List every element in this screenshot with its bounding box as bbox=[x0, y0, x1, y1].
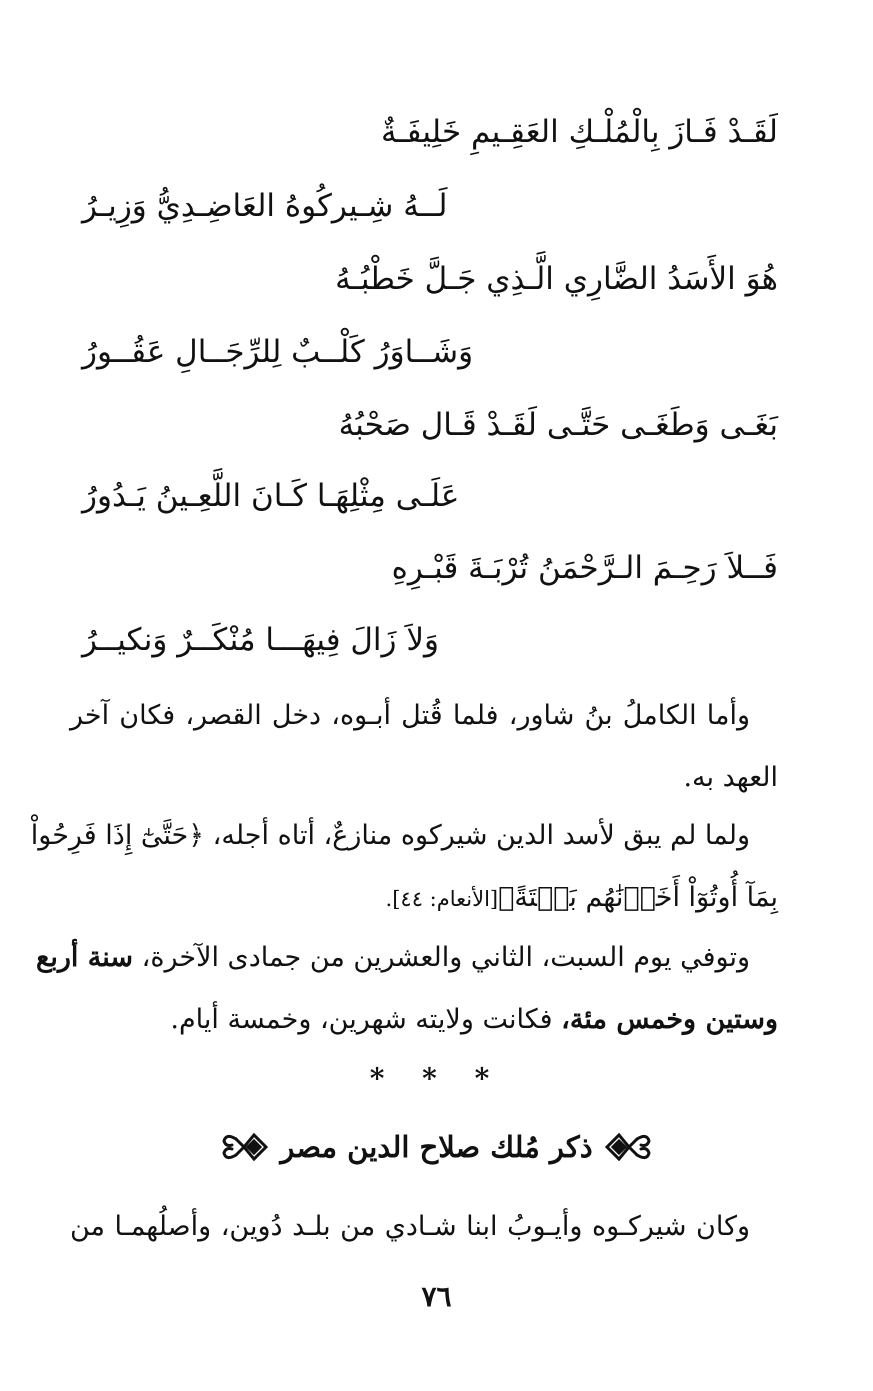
poem-verse-4-second-hemistich: وَلاَ زَالَ فِيهَـــا مُنْكَــرٌ وَنكيــرُ bbox=[82, 622, 440, 658]
paragraph-death-date-line-2 bbox=[70, 989, 778, 1051]
ornament-left-icon bbox=[220, 1126, 270, 1168]
paragraph-shirkuh-line-2 bbox=[70, 867, 778, 930]
section-heading bbox=[0, 1122, 873, 1172]
reign-duration-text: فكانت ولايته شهرين، وخمسة أيام. bbox=[170, 1004, 553, 1035]
paragraph-kamil-line-1: وأما الكاملُ بنُ شاور، فلما قُتل أبـوه، دخل القصر، فكان آخر bbox=[70, 700, 750, 731]
quran-verse-part-2: بِمَآ أُوتُوٓاْ أَخَذۡنَٰهُم بَغۡتَةً﴾ bbox=[498, 882, 778, 913]
poem-verse-3-second-hemistich: عَلَـى مِثْلِهَـا كَـانَ اللَّعِـينُ يَـدُورُ bbox=[82, 478, 460, 514]
paragraph-kamil-line-2: العهد به. bbox=[683, 762, 778, 793]
paragraph-shirkuh-line-1 bbox=[30, 805, 778, 867]
paragraph-shirkuh-text: ولما لم يبق لأسد الدين شيركوه منازعٌ، أتاه أجله، bbox=[212, 820, 750, 851]
death-year-part-2: وستين وخمس مئة، bbox=[561, 1004, 778, 1035]
poem-verse-2-second-hemistich: وَشَــاوَرُ كَلْــبٌ لِلرِّجَــالِ عَقُــورُ bbox=[82, 334, 474, 370]
quran-verse-part-1: ﴿حَتَّىٰٓ إِذَا فَرِحُواْ bbox=[30, 820, 205, 851]
paragraph-death-date bbox=[35, 927, 778, 1051]
section-heading-title: ذكر مُلك صلاح الدين مصر bbox=[280, 1130, 593, 1164]
paragraph-death-date-line-1 bbox=[35, 927, 778, 989]
paragraph-origin bbox=[70, 1196, 778, 1258]
poem-verse-1-second-hemistich: لَــهُ شِـيركُوهُ العَاضِـدِيُّ وَزِيـرُ bbox=[82, 188, 448, 224]
page-number: ٧٦ bbox=[421, 1280, 452, 1313]
paragraph-origin-line-1: وكان شيركـوه وأيـوبُ ابنا شـادي من بلـد دُوين، وأصلُهمـا من bbox=[70, 1211, 750, 1242]
paragraph-kamil bbox=[70, 685, 778, 809]
ornament-right-icon bbox=[603, 1126, 653, 1168]
death-year-part-1: سنة أربع bbox=[35, 942, 134, 973]
paragraph-shirkuh-death bbox=[30, 805, 778, 930]
poem-verse-3-first-hemistich: بَغَـى وَطَغَـى حَتَّـى لَقَـدْ قَـال صَحْبُهُ bbox=[338, 407, 778, 443]
section-separator-stars: * * * bbox=[369, 1062, 504, 1095]
quran-reference: [الأنعام: ٤٤]. bbox=[385, 887, 499, 911]
poem-verse-2-first-hemistich: هُوَ الأَسَدُ الضَّارِي الَّـذِي جَـلَّ خَطْبُـهُ bbox=[335, 261, 778, 297]
death-date-text: وتوفي يوم السبت، الثاني والعشرين من جمادى الآخرة، bbox=[141, 942, 750, 973]
poem-verse-1-first-hemistich: لَقَـدْ فَـازَ بِالْمُلْـكِ العَقِـيمِ خَلِيفَـةٌ bbox=[380, 114, 778, 150]
poem-verse-4-first-hemistich: فَــلاَ رَحِـمَ الـرَّحْمَنُ تُرْبَـةَ قَبْـرِهِ bbox=[391, 550, 778, 586]
